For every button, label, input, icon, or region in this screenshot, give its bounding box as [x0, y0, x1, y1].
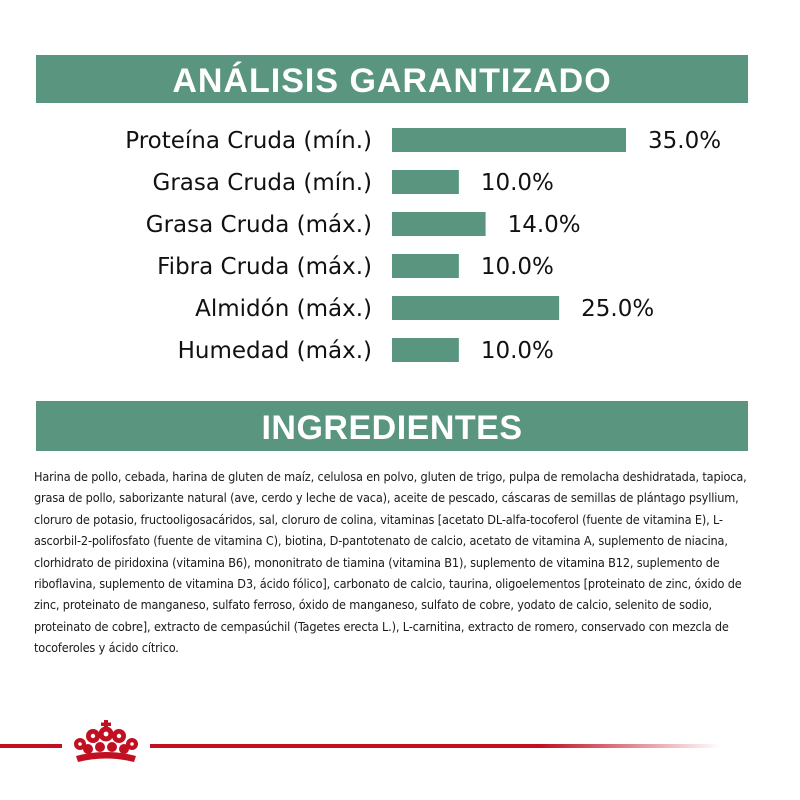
category-label: Fibra Cruda (máx.)	[157, 254, 372, 280]
category-label: Grasa Cruda (mín.)	[152, 170, 372, 196]
value-label: 10.0%	[480, 254, 554, 280]
value-label: 14.0%	[507, 212, 581, 238]
value-label: 10.0%	[480, 338, 554, 364]
category-label: Proteína Cruda (mín.)	[125, 128, 372, 154]
value-label: 10.0%	[480, 170, 554, 196]
analysis-title: ANÁLISIS GARANTIZADO	[36, 55, 748, 103]
category-label: Almidón (máx.)	[195, 296, 372, 322]
ingredients-text: Harina de pollo, cebada, harina de gluten de maíz, celulosa en polvo, gluten de trigo, pulpa de remolacha deshidratada, tapioca, grasa de pollo, saborizante natural (ave, cerdo y leche de vaca), aceite de pescado, cáscaras de semillas de plántago psyllium, cloruro de potasio, fructooligosacáridos, sal, cloruro de colina, vitaminas [acetato DL-alfa-tocoferol (fuente de vitamina E), L-ascorbil-2-polifosfato (fuente de vitamina C), biotina, D-pantotenato de calcio, acetato de vitamina A, suplemento de niacina, clorhidrato de piridoxina (vitamina B6), mononitrato de tiamina (vitamina B1), suplemento de vitamina B12, suplemento de riboflavina, suplemento de vitamina D3, ácido fólico], carbonato de calcio, taurina, oligoelementos [proteinato de zinc, óxido de zinc, proteinato de manganeso, sulfato ferroso, óxido de manganeso, sulfato de cobre, yodato de calcio, selenito de sodio, proteinato de cobre], extracto de cempasúchil (Tagetes erecta L.), L-carnitina, extracto de romero, conservado con mezcla de tocoferoles y ácido cítrico.	[34, 469, 747, 656]
bar	[392, 170, 459, 194]
value-label: 35.0%	[648, 128, 722, 154]
bar	[392, 296, 559, 320]
bar	[392, 212, 486, 236]
category-label: Humedad (máx.)	[177, 338, 372, 364]
analysis-bar-chart	[0, 110, 800, 380]
value-label: 25.0%	[581, 296, 655, 322]
ingredients-title: INGREDIENTES	[36, 401, 748, 451]
bar	[392, 338, 459, 362]
category-label: Grasa Cruda (máx.)	[145, 212, 372, 238]
crown-icon	[62, 718, 150, 766]
bar	[392, 128, 626, 152]
bar	[392, 254, 459, 278]
